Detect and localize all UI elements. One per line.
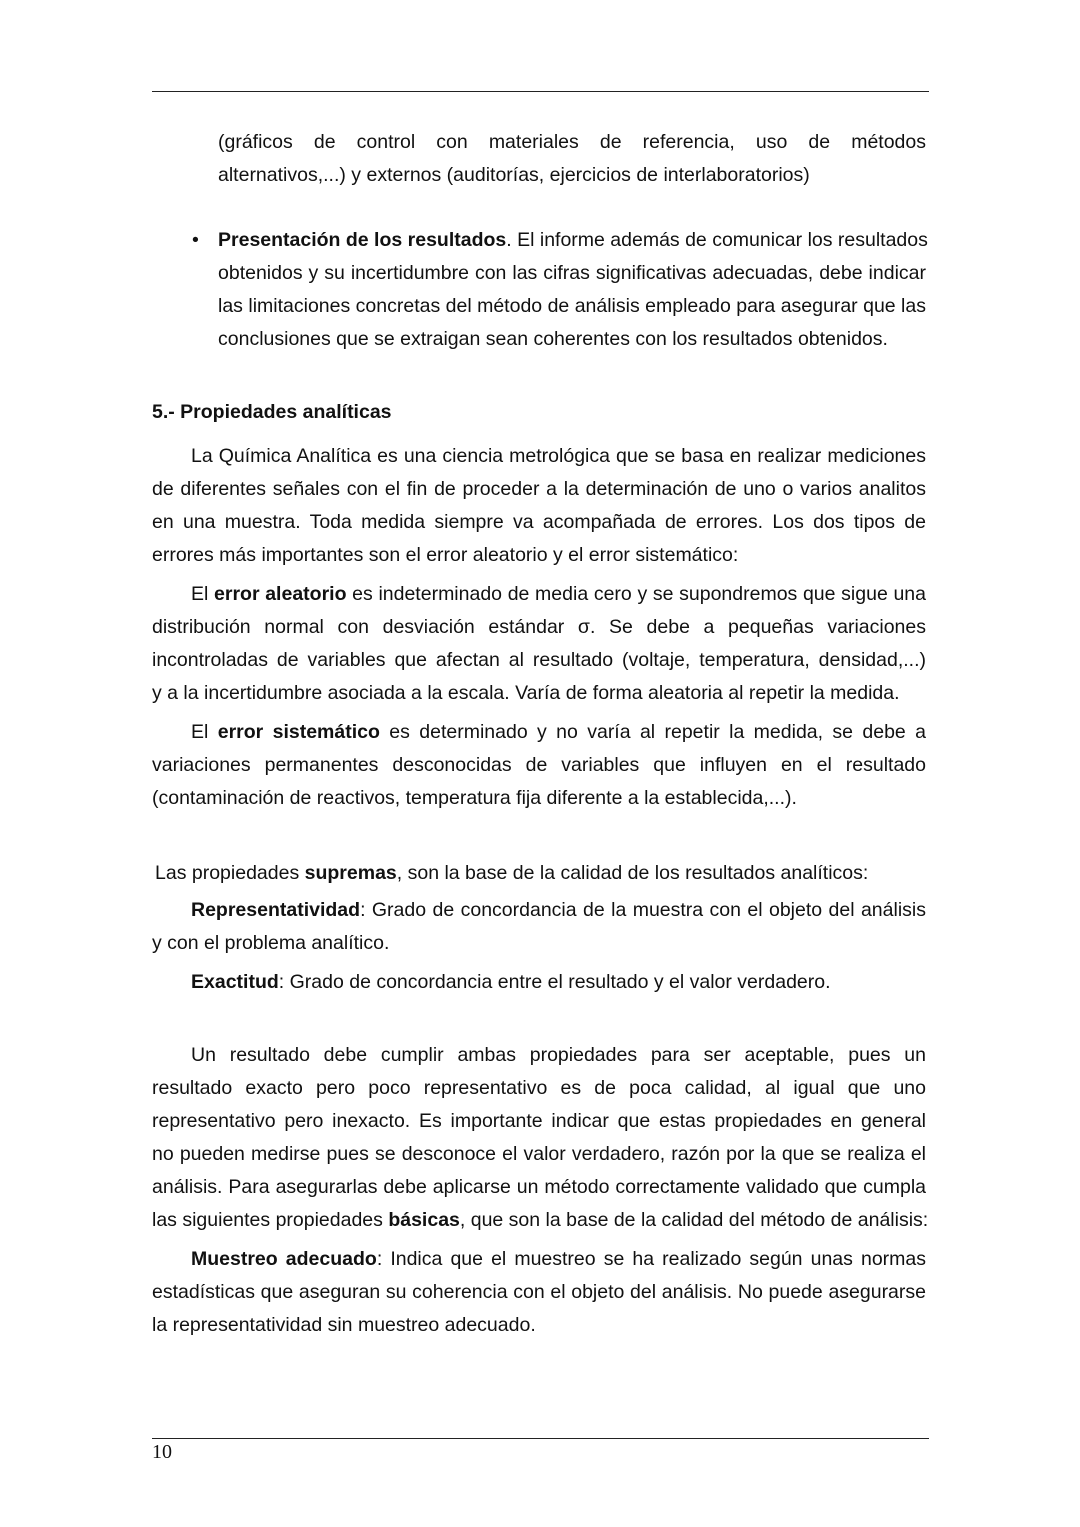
p7-line-6: las siguientes propiedades básicas, que son la base de la calidad del método de análisis: bbox=[152, 1209, 929, 1231]
p4-line: Las propiedades supremas, son la base de la calidad de los resultados analíticos: bbox=[155, 862, 869, 884]
p1-line-2: de diferentes señales con el fin de proceder a la determinación de uno o varios analitos bbox=[152, 478, 926, 500]
p7-line-2: resultado exacto pero poco representativo es de poca calidad, al igual que uno bbox=[152, 1077, 926, 1099]
p5-line-1: Representatividad: Grado de concordancia de la muestra con el objeto del análisis bbox=[191, 899, 926, 921]
bullet-title: Presentación de los resultados bbox=[218, 229, 507, 251]
p2-line-2: distribución normal con desviación estándar σ. Se debe a pequeñas variaciones bbox=[152, 616, 926, 638]
p7-line-1: Un resultado debe cumplir ambas propiedades para ser aceptable, pues un bbox=[191, 1044, 926, 1066]
p1-line-3: en una muestra. Toda medida siempre va acompañada de errores. Los dos tipos de bbox=[152, 511, 926, 533]
p1-line-4: errores más importantes son el error aleatorio y el error sistemático: bbox=[152, 544, 739, 566]
p8-line-3: la representatividad sin muestreo adecuado. bbox=[152, 1314, 536, 1336]
term-error-aleatorio: error aleatorio bbox=[214, 583, 347, 605]
p8-line-2: estadísticas que aseguran su coherencia con el objeto del análisis. No puede asegurarse bbox=[152, 1281, 926, 1303]
term-basicas: básicas bbox=[388, 1209, 460, 1231]
p2-line-3: incontroladas de variables que afectan al resultado (voltaje, temperatura, densidad,...) bbox=[152, 649, 926, 671]
p8-line-1: Muestreo adecuado: Indica que el muestreo se ha realizado según unas normas bbox=[191, 1248, 926, 1270]
section-heading: 5.- Propiedades analíticas bbox=[152, 401, 392, 423]
p2-line-1: El error aleatorio es indeterminado de media cero y se supondremos que sigue una bbox=[191, 583, 926, 605]
term-muestreo-adecuado: Muestreo adecuado bbox=[191, 1248, 377, 1270]
p3-line-3: (contaminación de reactivos, temperatura fija diferente a la establecida,...). bbox=[152, 787, 797, 809]
p1-line-1: La Química Analítica es una ciencia metrológica que se basa en realizar mediciones bbox=[191, 445, 926, 467]
intro-line-2: alternativos,...) y externos (auditorías, ejercicios de interlaboratorios) bbox=[218, 164, 810, 186]
term-supremas: supremas bbox=[304, 862, 397, 884]
p3-line-1: El error sistemático es determinado y no varía al repetir la medida, se debe a bbox=[191, 721, 926, 743]
p7-line-3: representativo pero inexacto. Es importante indicar que estas propiedades en general bbox=[152, 1110, 926, 1132]
bullet-line-1: Presentación de los resultados. El informe además de comunicar los resultados bbox=[218, 229, 928, 251]
term-exactitud: Exactitud bbox=[191, 971, 279, 993]
p5-line-2: y con el problema analítico. bbox=[152, 932, 390, 954]
p6-line: Exactitud: Grado de concordancia entre el resultado y el valor verdadero. bbox=[191, 971, 831, 993]
header-rule bbox=[152, 91, 929, 92]
page-number: 10 bbox=[152, 1441, 172, 1463]
term-representatividad: Representatividad bbox=[191, 899, 361, 921]
footer-rule bbox=[152, 1438, 929, 1439]
p7-line-5: análisis. Para asegurarlas debe aplicarse un método correctamente validado que cumpla bbox=[152, 1176, 926, 1198]
p3-line-2: variaciones permanentes desconocidas de variables que influyen en el resultado bbox=[152, 754, 926, 776]
p7-line-4: no pueden medirse pues se desconoce el valor verdadero, razón por la que se realiza el bbox=[152, 1143, 926, 1165]
p2-line-4: y a la incertidumbre asociada a la escala. Varía de forma aleatoria al repetir la medida. bbox=[152, 682, 900, 704]
bullet-line-3: las limitaciones concretas del método de análisis empleado para asegurar que las bbox=[218, 295, 926, 317]
bullet-line-2: obtenidos y su incertidumbre con las cifras significativas adecuadas, debe indicar bbox=[218, 262, 926, 284]
term-error-sistematico: error sistemático bbox=[217, 721, 380, 743]
bullet-icon: • bbox=[192, 229, 199, 251]
intro-line-1: (gráficos de control con materiales de referencia, uso de métodos bbox=[218, 131, 926, 153]
bullet-line-4: conclusiones que se extraigan sean coherentes con los resultados obtenidos. bbox=[218, 328, 888, 350]
